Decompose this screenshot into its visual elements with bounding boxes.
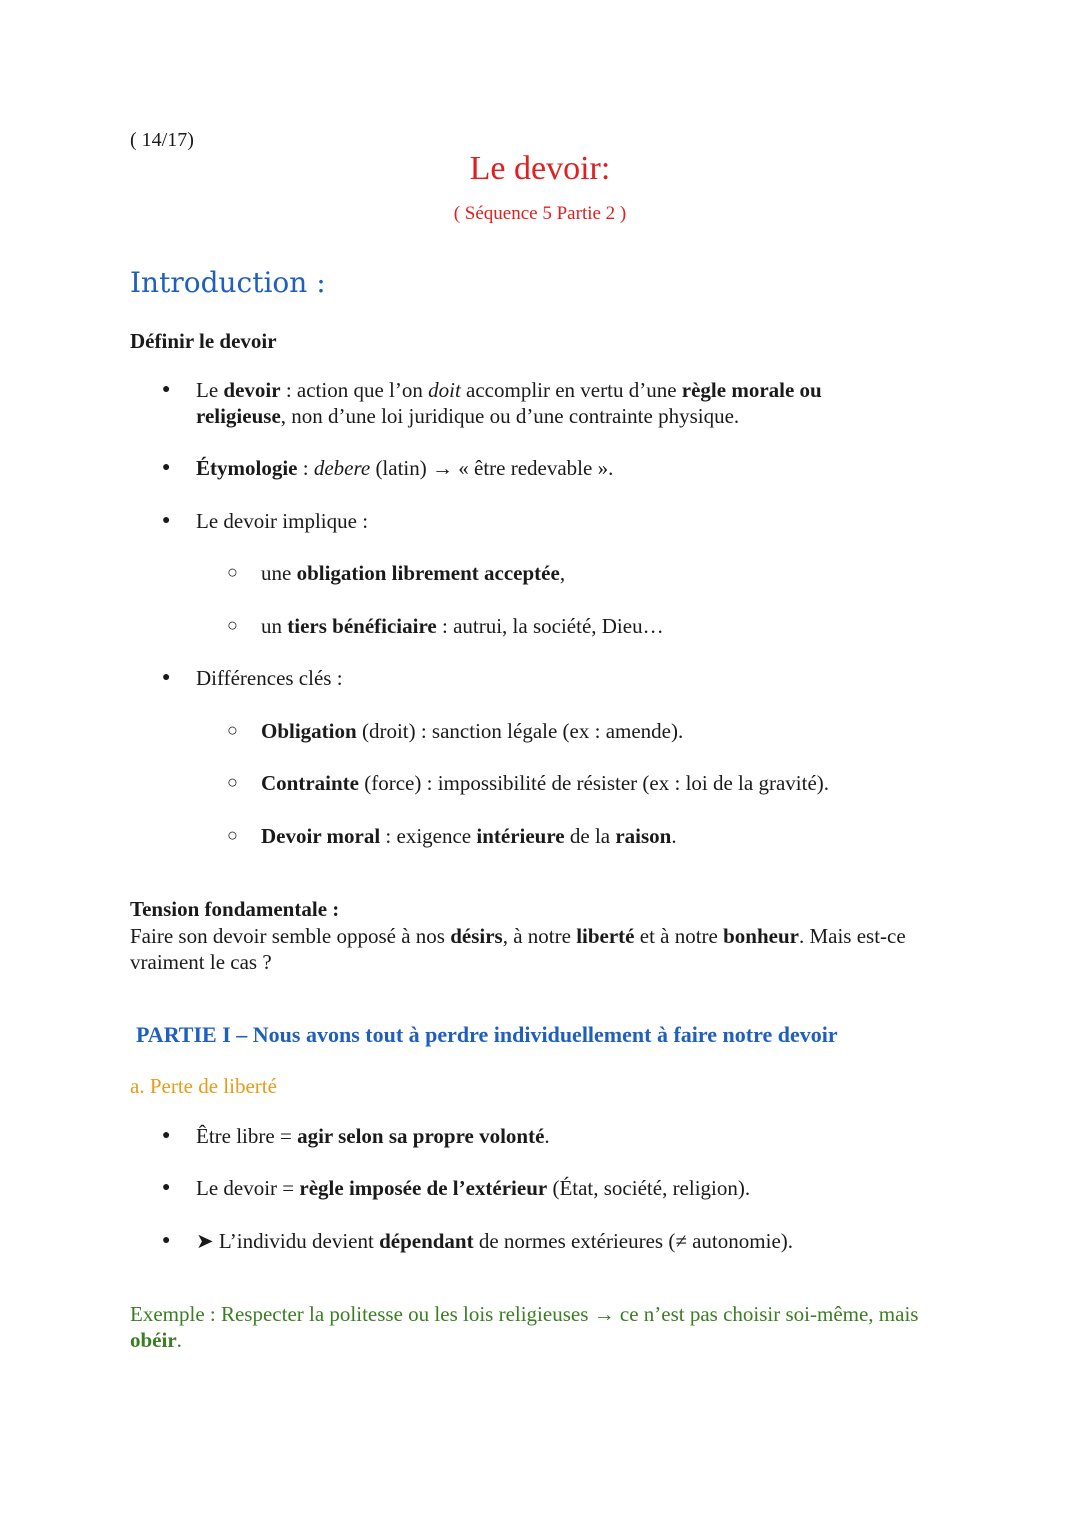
bullet-icon: ● [162, 460, 171, 475]
bullet-icon: ● [162, 1128, 171, 1143]
list-item-definition: Le devoir : action que l’on doit accomplir en vertu d’une règle morale ou religieuse, non d’une loi juridique ou d’une contrainte physique. [196, 378, 822, 428]
sub-item-obligation: Obligation (droit) : sanction légale (ex : amende). [261, 719, 684, 743]
list-item-differences: Différences clés : [196, 666, 343, 690]
definir-heading: Définir le devoir [130, 329, 277, 353]
circle-bullet-icon: ○ [227, 825, 238, 845]
bullet-icon: ● [162, 670, 171, 685]
list-item-implique: Le devoir implique : [196, 509, 369, 533]
sub-item-contrainte: Contrainte (force) : impossibilité de résister (ex : loi de la gravité). [261, 771, 830, 795]
bullet-icon: ● [162, 382, 171, 397]
tension-heading: Tension fondamentale : [130, 897, 340, 921]
list-item-etymologie: Étymologie : debere (latin) → « être redevable ». [196, 456, 614, 480]
list-item-etre-libre: Être libre = agir selon sa propre volonté. [196, 1124, 550, 1148]
bullet-icon: ● [162, 1180, 171, 1195]
page-title: Le devoir: [469, 150, 611, 187]
section-a-heading: a. Perte de liberté [130, 1074, 277, 1098]
page-subtitle: ( Séquence 5 Partie 2 ) [453, 203, 627, 224]
sub-item-tiers: un tiers bénéficiaire : autrui, la société, Dieu… [261, 614, 664, 638]
sub-item-devoir-moral: Devoir moral : exigence intérieure de la raison. [261, 824, 677, 848]
tension-paragraph: Faire son devoir semble opposé à nos désirs, à notre liberté et à notre bonheur. Mais est-ce vraiment le cas ? [130, 924, 906, 974]
circle-bullet-icon: ○ [227, 772, 238, 792]
list-item-dependant: ➤ L’individu devient dépendant de normes extérieures (≠ autonomie). [196, 1229, 794, 1253]
list-item-regle-imposee: Le devoir = règle imposée de l’extérieur (État, société, religion). [196, 1176, 751, 1200]
bullet-icon: ● [162, 1233, 171, 1248]
page-number: ( 14/17) [130, 129, 194, 151]
exemple-paragraph: Exemple : Respecter la politesse ou les lois religieuses → ce n’est pas choisir soi-même, mais obéir. [130, 1302, 919, 1352]
partie-1-heading: PARTIE I – Nous avons tout à perdre individuellement à faire notre devoir [136, 1022, 838, 1047]
bullet-icon: ● [162, 513, 171, 528]
introduction-heading: Introduction : [130, 266, 326, 299]
circle-bullet-icon: ○ [227, 720, 238, 740]
circle-bullet-icon: ○ [227, 615, 238, 635]
circle-bullet-icon: ○ [227, 562, 238, 582]
sub-item-obligation-acceptee: une obligation librement acceptée, [261, 561, 566, 585]
